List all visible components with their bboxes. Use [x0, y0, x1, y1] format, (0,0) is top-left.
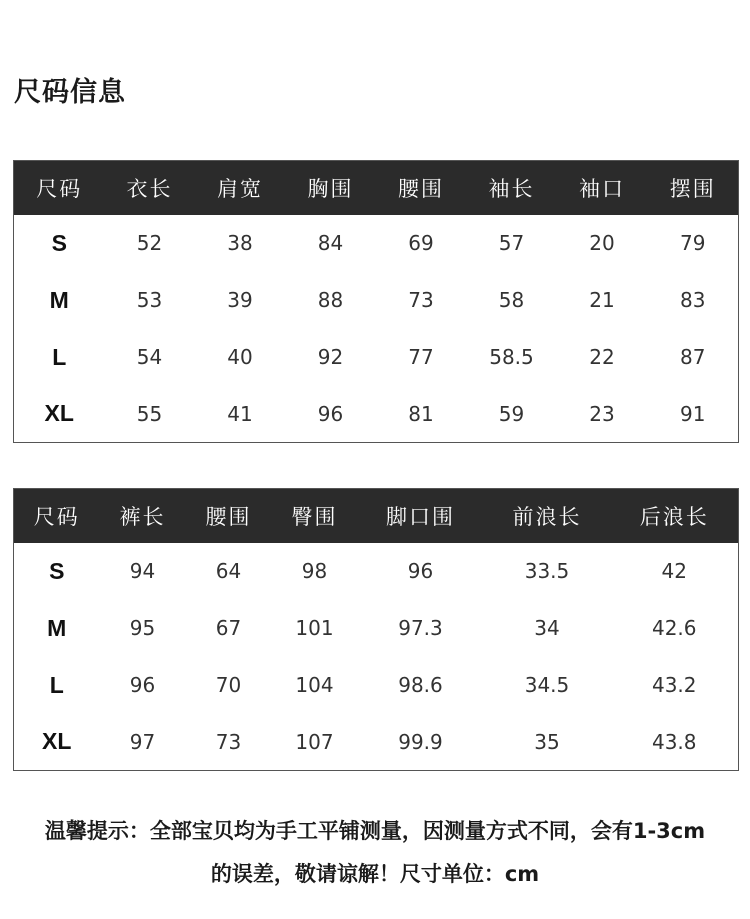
table-cell: 42.6	[651, 616, 697, 640]
header-cell: 尺码	[36, 176, 83, 201]
table-cell: 38	[227, 231, 253, 255]
table-cell: 58	[498, 288, 525, 312]
table-cell: 54	[136, 345, 163, 369]
table-cell: 41	[227, 401, 253, 426]
header-cell: 肩宽	[217, 176, 263, 201]
measurement-note-line-2: 的误差，敬请谅解！尺寸单位：cm	[210, 862, 540, 886]
table-cell: 21	[589, 288, 615, 312]
table-cell: 34	[534, 616, 560, 640]
table-cell: 34.5	[524, 673, 570, 697]
bottom-size-table	[13, 488, 739, 771]
table-cell: 73	[215, 729, 242, 754]
top-size-table	[13, 160, 739, 443]
table-cell: 64	[215, 559, 242, 583]
table-row	[14, 600, 739, 657]
table-cell: 95	[129, 616, 156, 640]
table-cell: 33.5	[524, 559, 570, 583]
table-cell: 96	[317, 401, 344, 426]
size-label: M	[47, 614, 67, 641]
table-row	[14, 272, 739, 329]
table-cell: 104	[295, 673, 334, 697]
table-header-row	[14, 161, 739, 215]
table-cell: 92	[317, 345, 344, 369]
table-cell: 69	[408, 231, 434, 255]
table-cell: 87	[680, 345, 706, 369]
header-cell: 衣长	[126, 176, 173, 201]
table-cell: 59	[498, 401, 525, 426]
table-cell: 40	[227, 345, 253, 369]
header-cell: 袖口	[579, 176, 625, 201]
table-row	[14, 657, 739, 714]
header-cell: 裤长	[119, 504, 166, 529]
header-cell: 尺码	[33, 504, 80, 529]
table-cell: 83	[680, 288, 706, 312]
table-row	[14, 543, 739, 600]
table-row	[14, 215, 739, 272]
size-label: S	[49, 557, 65, 584]
table-cell: 22	[589, 345, 615, 369]
table-cell: 107	[295, 729, 334, 754]
header-cell: 脚口围	[386, 504, 455, 529]
table-cell: 96	[407, 559, 434, 583]
table-cell: 91	[680, 401, 706, 426]
header-cell: 摆围	[669, 176, 716, 201]
size-label: XL	[42, 728, 72, 755]
table-cell: 42	[661, 559, 687, 583]
table-cell: 43.2	[651, 673, 697, 697]
table-cell: 58.5	[489, 345, 534, 369]
table-cell: 70	[215, 673, 242, 697]
table-cell: 43.8	[651, 729, 697, 754]
table-cell: 73	[408, 288, 434, 312]
header-cell: 胸围	[307, 176, 354, 201]
size-label: S	[51, 229, 67, 256]
table-cell: 98.6	[398, 673, 443, 697]
header-cell: 前浪长	[512, 504, 582, 529]
table-row	[14, 386, 739, 443]
header-cell: 腰围	[205, 504, 252, 529]
table-cell: 97.3	[398, 616, 443, 640]
table-cell: 96	[129, 673, 156, 697]
size-label: XL	[44, 400, 74, 427]
table-cell: 77	[408, 345, 434, 369]
table-cell: 88	[317, 288, 344, 312]
size-label: M	[49, 286, 69, 313]
table-cell: 94	[129, 559, 156, 583]
header-cell: 后浪长	[639, 504, 709, 529]
table-cell: 99.9	[398, 729, 443, 754]
table-cell: 23	[589, 401, 615, 426]
table-cell: 101	[295, 616, 334, 640]
page-title: 尺码信息	[14, 77, 126, 108]
table-cell: 39	[227, 288, 253, 312]
measurement-note-line-1: 温馨提示：全部宝贝均为手工平铺测量，因测量方式不同，会有1-3cm	[44, 819, 706, 843]
table-cell: 20	[589, 231, 615, 255]
table-cell: 79	[680, 231, 706, 255]
table-cell: 97	[129, 729, 156, 754]
table-row	[14, 329, 739, 386]
header-cell: 袖长	[488, 176, 535, 201]
table-cell: 53	[136, 288, 163, 312]
header-cell: 腰围	[398, 176, 444, 201]
table-cell: 81	[408, 401, 434, 426]
table-header-row	[14, 489, 739, 543]
table-cell: 55	[136, 401, 163, 426]
table-cell: 84	[317, 231, 344, 255]
table-cell: 67	[215, 616, 242, 640]
table-cell: 57	[498, 231, 525, 255]
size-label: L	[49, 671, 64, 698]
table-cell: 98	[301, 559, 328, 583]
table-cell: 35	[534, 729, 560, 754]
table-row	[14, 714, 739, 771]
table-cell: 52	[136, 231, 163, 255]
header-cell: 臀围	[291, 504, 338, 529]
size-label: L	[52, 343, 67, 370]
